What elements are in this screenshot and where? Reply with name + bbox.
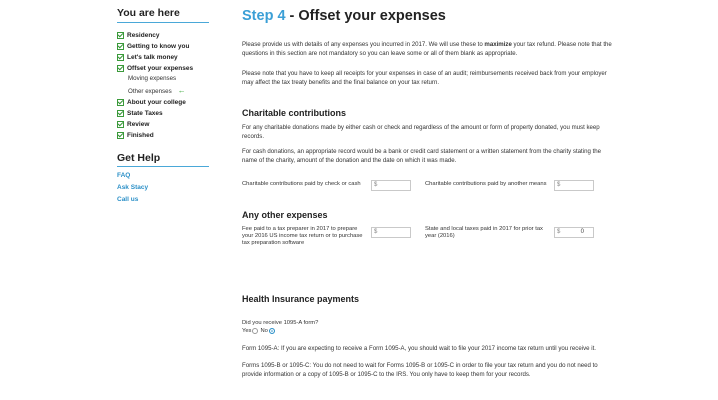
check-icon bbox=[117, 110, 124, 117]
ask-stacy-link[interactable]: Ask Stacy bbox=[117, 184, 149, 191]
step-review[interactable] bbox=[117, 119, 149, 130]
help-title: Get Help bbox=[117, 152, 161, 164]
step-finished[interactable] bbox=[117, 130, 154, 141]
call-us-link[interactable]: Call us bbox=[117, 196, 139, 203]
charitable-paragraph-2: For cash donations, an appropriate record would be a bank or credit card statement or a written statement from the charity stating the name of the charity, amount of the donation and the date on which it was made. bbox=[242, 148, 602, 164]
step-number: Step 4 bbox=[242, 8, 286, 24]
step-label: State Taxes bbox=[127, 110, 163, 117]
sidebar-title: You are here bbox=[117, 7, 180, 19]
check-icon bbox=[117, 65, 124, 72]
yes-label: Yes bbox=[242, 328, 252, 334]
substep-moving-expenses[interactable] bbox=[128, 75, 176, 82]
tax-preparer-fee-input[interactable] bbox=[371, 227, 411, 238]
form-1095a-question: Did you receive 1095-A form? bbox=[242, 320, 319, 326]
substep-other-expenses[interactable] bbox=[128, 86, 186, 95]
currency-symbol: $ bbox=[374, 229, 378, 235]
check-icon bbox=[117, 32, 124, 39]
intro-text: Please provide us with details of any expenses you incurred in 2017. We will use these to bbox=[242, 41, 485, 48]
step-lets-talk-money[interactable] bbox=[117, 52, 178, 63]
input-value: 0 bbox=[580, 229, 584, 235]
current-arrow-icon: ← bbox=[177, 86, 186, 95]
step-label: Review bbox=[127, 121, 150, 128]
step-state-taxes[interactable] bbox=[117, 108, 163, 119]
check-icon bbox=[117, 43, 124, 50]
form-1095a-note: Form 1095-A: If you are expecting to receive a Form 1095-A, you should wait to file your 2017 income tax return until you receive it. bbox=[242, 345, 596, 352]
no-label: No bbox=[260, 328, 268, 334]
help-divider bbox=[117, 166, 209, 167]
health-insurance-heading: Health Insurance payments bbox=[242, 294, 360, 304]
charitable-other-input[interactable] bbox=[554, 180, 594, 191]
charitable-other-label: Charitable contributions paid by another means bbox=[425, 181, 547, 187]
step-getting-to-know-you[interactable] bbox=[117, 41, 189, 52]
step-label: Finished bbox=[127, 132, 154, 139]
check-icon bbox=[117, 54, 124, 61]
form-1095bc-note: Forms 1095-B or 1095-C: You do not need to wait for Forms 1095-B or 1095-C in order to file your tax return and you do not need to provide information or a copy of 1095-B or 1095-C to the IRS. You only have to keep them for your records. bbox=[242, 362, 598, 378]
intro-text-end: your tax refund. Please note that the questions in this section are not mandatory so you can leave some or all of them blank as appropriate. bbox=[242, 41, 612, 57]
check-icon bbox=[117, 121, 124, 128]
form-1095a-radio-group bbox=[242, 328, 277, 334]
substep-label: Moving expenses bbox=[128, 75, 177, 82]
charitable-check-input[interactable] bbox=[371, 180, 411, 191]
check-icon bbox=[117, 99, 124, 106]
step-label: Let's talk money bbox=[127, 54, 178, 61]
yes-radio[interactable] bbox=[252, 328, 258, 334]
page-title bbox=[242, 8, 446, 24]
charitable-check-label: Charitable contributions paid by check or cash bbox=[242, 181, 361, 187]
charitable-heading: Charitable contributions bbox=[242, 108, 347, 118]
tax-preparer-fee-label: Fee paid to a tax preparer in 2017 to prepare your 2016 US income tax return or to purchase tax preparation software bbox=[242, 226, 363, 246]
substep-label: Other expenses bbox=[128, 88, 172, 95]
intro-paragraph-1 bbox=[242, 41, 612, 58]
step-residency[interactable] bbox=[117, 30, 160, 41]
no-radio[interactable] bbox=[269, 328, 275, 334]
step-label: Residency bbox=[127, 32, 160, 39]
charitable-paragraph-1: For any charitable donations made by either cash or check and regardless of the amount or form of property donated, you must keep records. bbox=[242, 124, 600, 140]
currency-symbol: $ bbox=[557, 229, 561, 235]
title-text: - Offset your expenses bbox=[285, 8, 446, 24]
other-expenses-heading: Any other expenses bbox=[242, 210, 328, 220]
faq-link[interactable]: FAQ bbox=[117, 172, 131, 179]
step-label: Getting to know you bbox=[127, 43, 190, 50]
step-offset-your-expenses[interactable] bbox=[117, 63, 193, 74]
check-icon bbox=[117, 132, 124, 139]
step-about-your-college[interactable] bbox=[117, 97, 186, 108]
currency-symbol: $ bbox=[374, 182, 378, 188]
intro-paragraph-2: Please note that you have to keep all receipts for your expenses in case of an audit; reimbursements received back from your employer may affect the tax treaty benefits and the final balance on your tax return. bbox=[242, 70, 607, 86]
step-label: Offset your expenses bbox=[127, 65, 194, 72]
currency-symbol: $ bbox=[557, 182, 561, 188]
state-local-taxes-input[interactable] bbox=[554, 227, 594, 238]
sidebar-divider bbox=[117, 22, 209, 23]
intro-bold: maximize bbox=[484, 41, 512, 48]
step-label: About your college bbox=[127, 99, 186, 106]
state-local-taxes-label: State and local taxes paid in 2017 for prior tax year (2016) bbox=[425, 226, 543, 239]
